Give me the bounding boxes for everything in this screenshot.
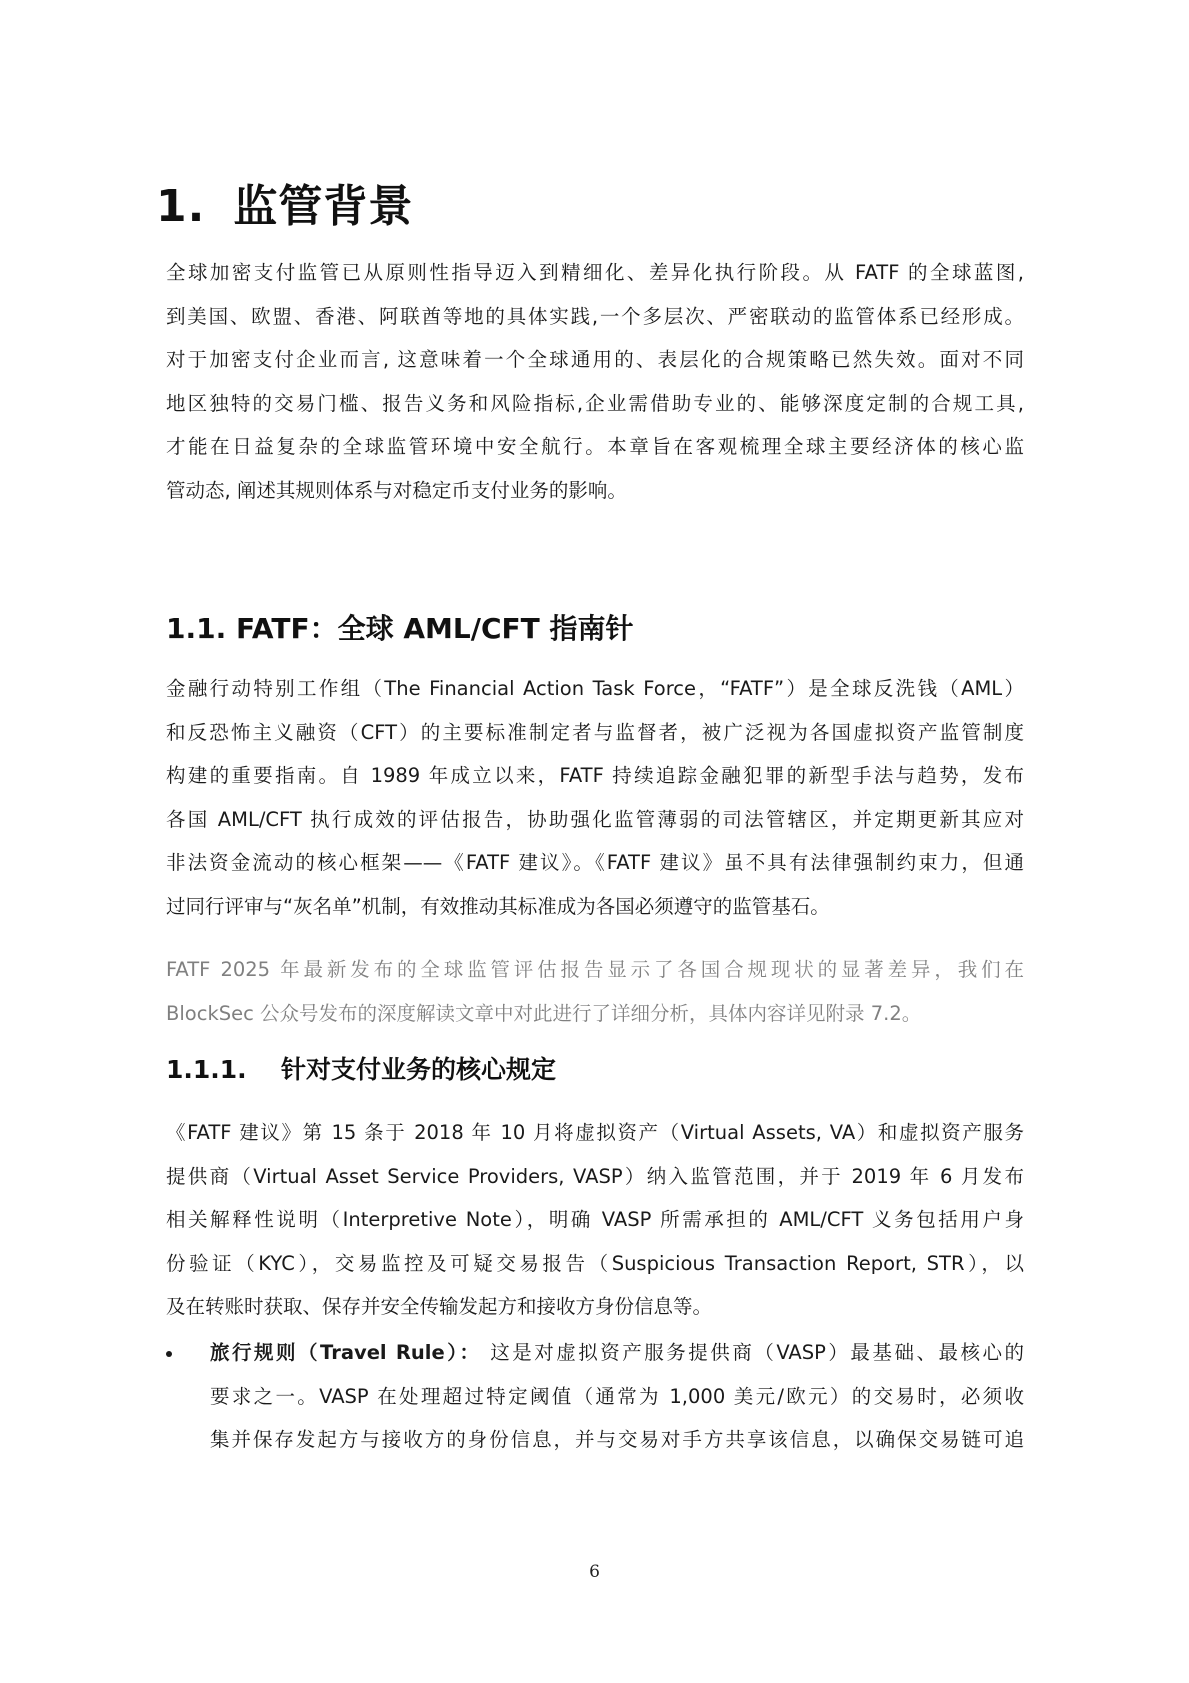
appendix-note-paragraph xyxy=(166,948,1024,1035)
bullet-icon xyxy=(166,1331,174,1375)
text-line: 非法资金流动的核心框架——《FATF 建议》。《FATF 建议》虽不具有法律强制约束力，但通 xyxy=(166,851,1024,874)
chapter-heading xyxy=(156,170,413,234)
text-line: 才能在日益复杂的全球监管环境中安全航行。本章旨在客观梳理全球主要经济体的核心监 xyxy=(166,435,1024,458)
page-number: 6 xyxy=(589,1562,600,1582)
text-line: 过同行评审与“灰名单”机制，有效推动其标准成为各国必须遵守的监管基石。 xyxy=(166,894,830,918)
text-line: 地区独特的交易门槛、报告义务和风险指标,企业需借助专业的、能够深度定制的合规工具, xyxy=(166,391,1024,415)
chapter-intro-paragraph xyxy=(166,251,1024,512)
text-line: 份验证（KYC），交易监控及可疑交易报告（Suspicious Transaction Report, STR），以 xyxy=(166,1251,1024,1275)
text-line: 集并保存发起方与接收方的身份信息，并与交易对手方共享该信息，以确保交易链可追 xyxy=(210,1428,1024,1451)
text-line: 相关解释性说明（Interpretive Note），明确 VASP 所需承担的 AML/CFT 义务包括用户身 xyxy=(166,1208,1024,1231)
text-line: 《FATF 建议》第 15 条于 2018 年 10 月将虚拟资产（Virtual Assets, VA）和虚拟资产服务 xyxy=(166,1121,1024,1144)
bullet-body xyxy=(210,1331,1024,1462)
recommendation-15-paragraph xyxy=(166,1111,1024,1329)
text-line: 全球加密支付监管已从原则性指导迈入到精细化、差异化执行阶段。从 FATF 的全球蓝图, xyxy=(166,261,1024,284)
text-line: 对于加密支付企业而言, 这意味着一个全球通用的、表层化的合规策略已然失效。面对不同 xyxy=(166,348,1024,371)
text-line: 各国 AML/CFT 执行成效的评估报告，协助强化监管薄弱的司法管辖区，并定期更新其应对 xyxy=(166,807,1024,831)
text-line: 到美国、欧盟、香港、阿联酋等地的具体实践,一个多层次、严密联动的监管体系已经形成。 xyxy=(166,304,1024,328)
chapter-title: 监管背景 xyxy=(233,181,414,232)
text-line: 和反恐怖主义融资（CFT）的主要标准制定者与监督者，被广泛视为各国虚拟资产监管制度 xyxy=(166,720,1024,744)
chapter-number: 1. xyxy=(156,181,206,232)
text-line: 构建的重要指南。自 1989 年成立以来，FATF 持续追踪金融犯罪的新型手法与趋势，发布 xyxy=(166,764,1024,787)
section-number: 1.1.1. xyxy=(166,1055,247,1084)
fatf-intro-paragraph xyxy=(166,667,1024,928)
text-line: 金融行动特别工作组（The Financial Action Task Force，“FATF”）是全球反洗钱（AML） xyxy=(166,677,1024,700)
text-line: 管动态, 阐述其规则体系与对稳定币支付业务的影响。 xyxy=(166,478,627,502)
section-heading-1-1: 1.1. FATF：全球 AML/CFT 指南针 xyxy=(166,612,634,645)
section-title: 针对支付业务的核心规定 xyxy=(281,1055,557,1084)
text-line: 要求之一。VASP 在处理超过特定阈值（通常为 1,000 美元/欧元）的交易时，必须收 xyxy=(210,1384,1024,1408)
text-line: FATF 2025 年最新发布的全球监管评估报告显示了各国合规现状的显著差异，我们在 xyxy=(166,958,1024,981)
bullet-term: 旅行规则（Travel Rule）： xyxy=(210,1341,482,1364)
text-line xyxy=(210,1331,1024,1375)
bullet-text: 这是对虚拟资产服务提供商（VASP）最基础、最核心的 xyxy=(481,1341,1024,1364)
section-heading-1-1-1 xyxy=(166,1050,556,1086)
text-line: 提供商（Virtual Asset Service Providers, VASP）纳入监管范围，并于 2019 年 6 月发布 xyxy=(166,1164,1024,1188)
text-line: 及在转账时获取、保存并安全传输发起方和接收方身份信息等。 xyxy=(166,1295,713,1318)
text-line: BlockSec 公众号发布的深度解读文章中对此进行了详细分析，具体内容详见附录 7.2。 xyxy=(166,1001,922,1025)
